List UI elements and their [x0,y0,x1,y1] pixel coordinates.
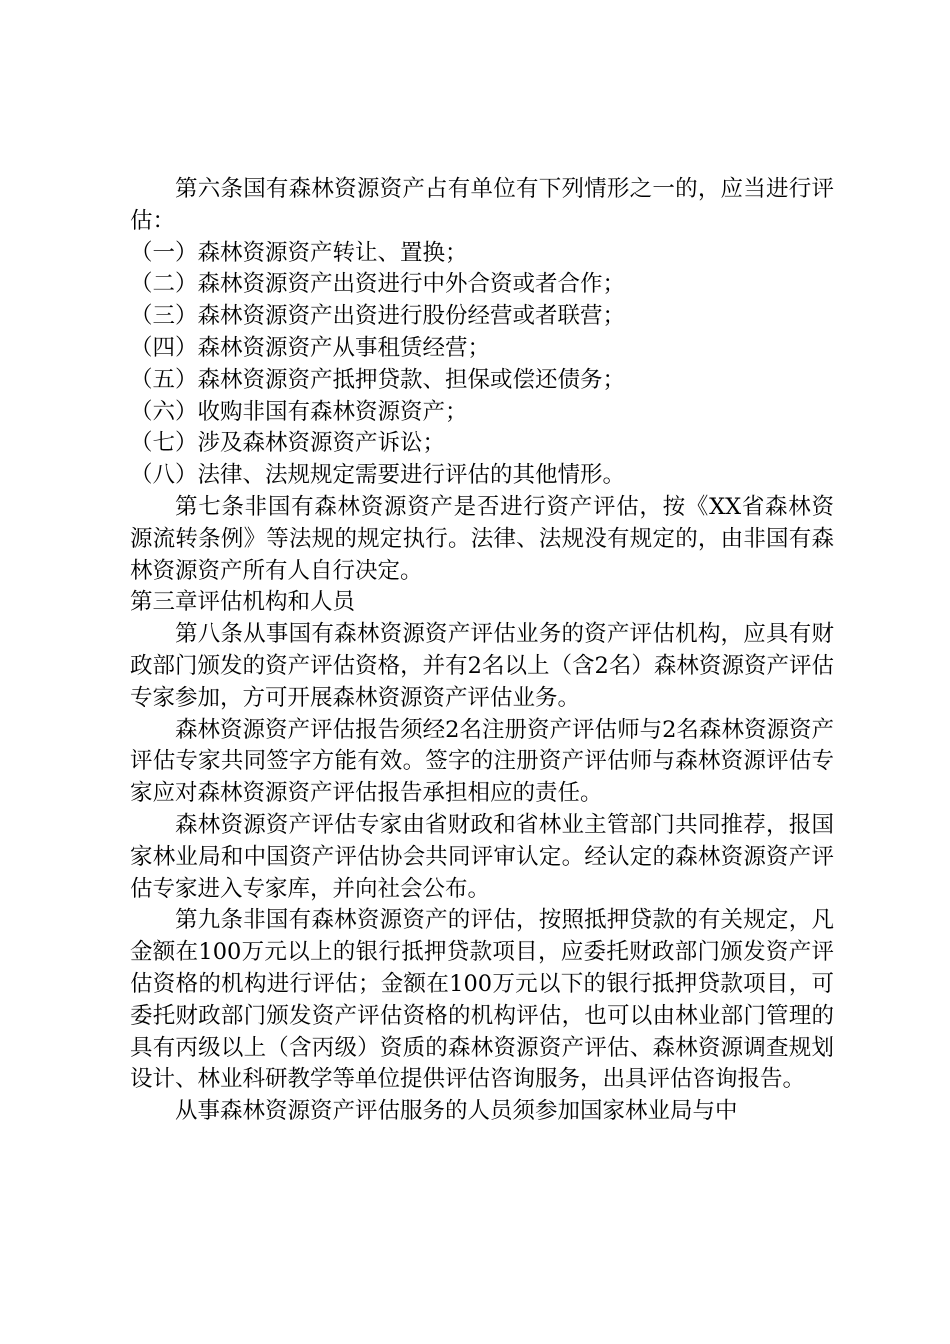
list-item: （六）收购非国有森林资源资产； [130,398,468,425]
list-item: （八）法律、法规规定需要进行评估的其他情形。 [130,462,626,489]
body-paragraph: 从事森林资源资产评估服务的人员须参加国家林业局与中 [175,1098,738,1125]
list-item: （三）森林资源资产出资进行股份经营或者联营； [130,303,626,330]
article-8-paragraph: 第八条从事国有森林资源资产评估业务的资产评估机构，应具有财政部门颁发的资产评估资格，并有2名以上（含2名）森林资源资产评估专家参加，方可开展森林资源资产评估业务。 [130,621,834,711]
chapter-heading: 第三章评估机构和人员 [130,589,356,616]
article-6-paragraph: 第六条国有森林资源资产占有单位有下列情形之一的，应当进行评估： [130,176,834,234]
document-page [130,174,834,1128]
body-paragraph: 森林资源资产评估专家由省财政和省林业主管部门共同推荐，报国家林业局和中国资产评估协会共同评审认定。经认定的森林资源资产评估专家进入专家库，并向社会公布。 [130,811,834,902]
list-item: （四）森林资源资产从事租赁经营； [130,334,491,361]
body-paragraph: 森林资源资产评估报告须经2名注册资产评估师与2名森林资源资产评估专家共同签字方能有效。签字的注册资产评估师与森林资源评估专家应对森林资源资产评估报告承担相应的责任。 [130,716,834,807]
list-item: （七）涉及森林资源资产诉讼； [130,430,446,457]
article-9-paragraph: 第九条非国有森林资源资产的评估，按照抵押贷款的有关规定，凡金额在100万元以上的银行抵押贷款项目，应委托财政部门颁发资产评估资格的机构进行评估；金额在100万元以下的银行抵押贷款项目，可委托财政部门颁发资产评估资格的机构评估，也可以由林业部门管理的具有丙级以上（含丙级）资质的森林资源资产评估、森林资源调查规划设计、林业科研教学等单位提供评估咨询服务，出具评估咨询报告。 [130,907,834,1093]
list-item: （一）森林资源资产转让、置换； [130,239,468,266]
list-item: （五）森林资源资产抵押贷款、担保或偿还债务； [130,366,626,393]
article-7-paragraph: 第七条非国有森林资源资产是否进行资产评估，按《XX省森林资源流转条例》等法规的规定执行。法律、法规没有规定的，由非国有森林资源资产所有人自行决定。 [130,493,834,584]
list-item: （二）森林资源资产出资进行中外合资或者合作； [130,271,626,298]
